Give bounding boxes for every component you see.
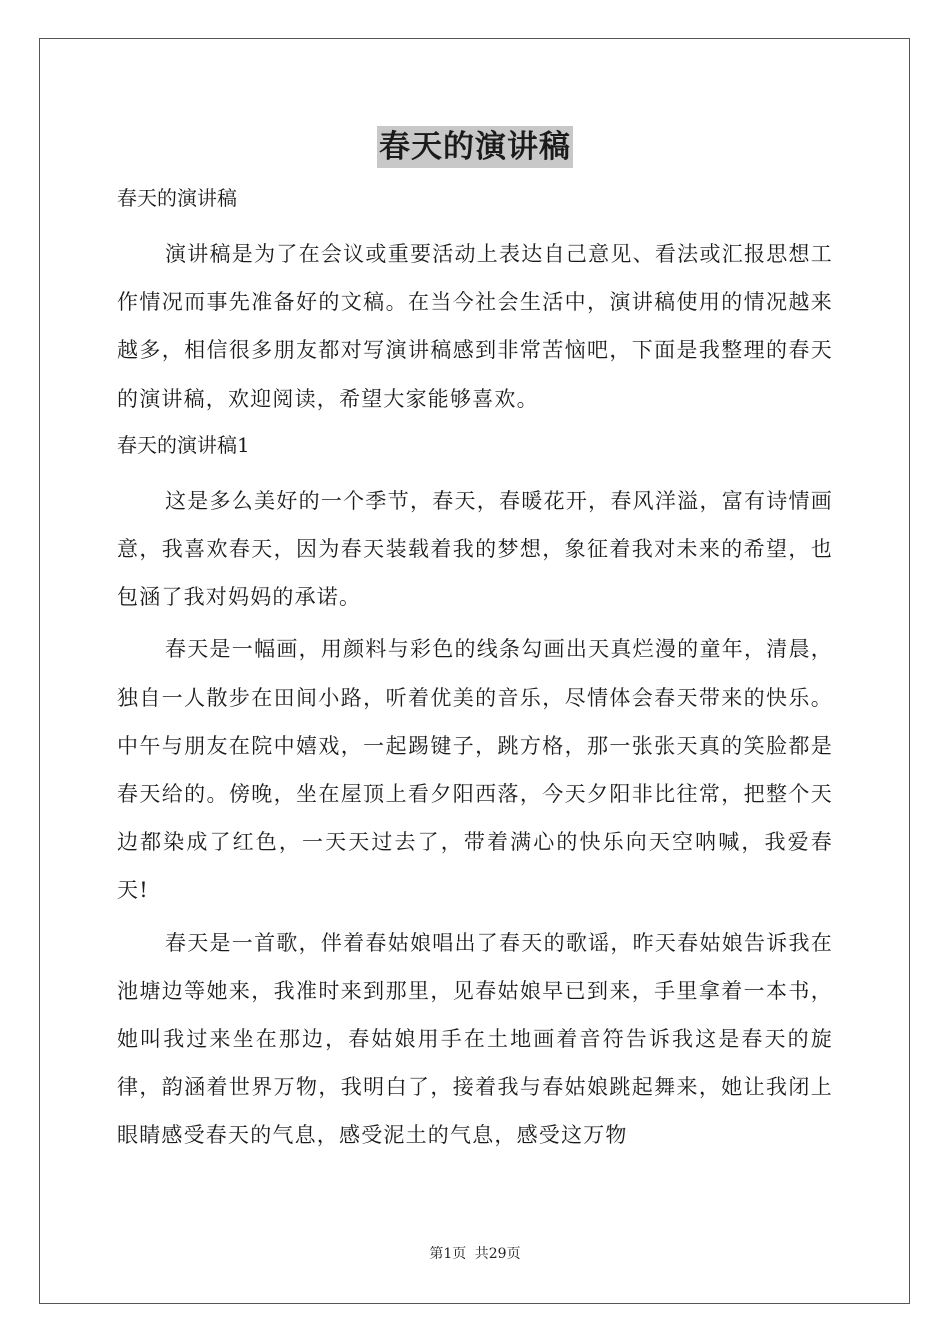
page-number: 第1页 [429,1246,467,1262]
page-footer [0,1244,950,1264]
document-title: 春天的演讲稿 [377,126,573,168]
document-heading: 春天的演讲稿 [117,186,237,210]
intro-paragraph: 演讲稿是为了在会议或重要活动上表达自己意见、看法或汇报思想工作情况而事先准备好的文稿。在当今社会生活中，演讲稿使用的情况越来越多，相信很多朋友都对写演讲稿感到非常苦恼吧，下面是我整理的春天的演讲稿，欢迎阅读，希望大家能够喜欢。 [117,242,833,411]
section-title: 春天的演讲稿1 [117,432,250,457]
title-container [0,126,950,168]
body-paragraph: 春天是一幅画，用颜料与彩色的线条勾画出天真烂漫的童年，清晨，独自一人散步在田间小路，听着优美的音乐，尽情体会春天带来的快乐。中午与朋友在院中嬉戏，一起踢键子，跳方格，那一张张天真的笑脸都是春天给的。傍晚，坐在屋顶上看夕阳西落，今天夕阳非比往常，把整个天边都染成了红色，一天天过去了，带着满心的快乐向天空呐喊，我爱春天! [117,637,833,903]
page-total: 共29页 [474,1246,521,1262]
document-body [117,180,833,1164]
body-paragraph: 这是多么美好的一个季节，春天，春暖花开，春风洋溢，富有诗情画意，我喜欢春天，因为春天装载着我的梦想，象征着我对未来的希望，也包涵了我对妈妈的承诺。 [117,488,833,610]
body-paragraph: 春天是一首歌，伴着春姑娘唱出了春天的歌谣，昨天春姑娘告诉我在池塘边等她来，我准时来到那里，见春姑娘早已到来，手里拿着一本书，她叫我过来坐在那边，春姑娘用手在土地画着音符告诉我这是春天的旋律，韵涵着世界万物，我明白了，接着我与春姑娘跳起舞来，她让我闭上眼睛感受春天的气息，感受泥土的气息，感受这万物 [117,930,833,1148]
